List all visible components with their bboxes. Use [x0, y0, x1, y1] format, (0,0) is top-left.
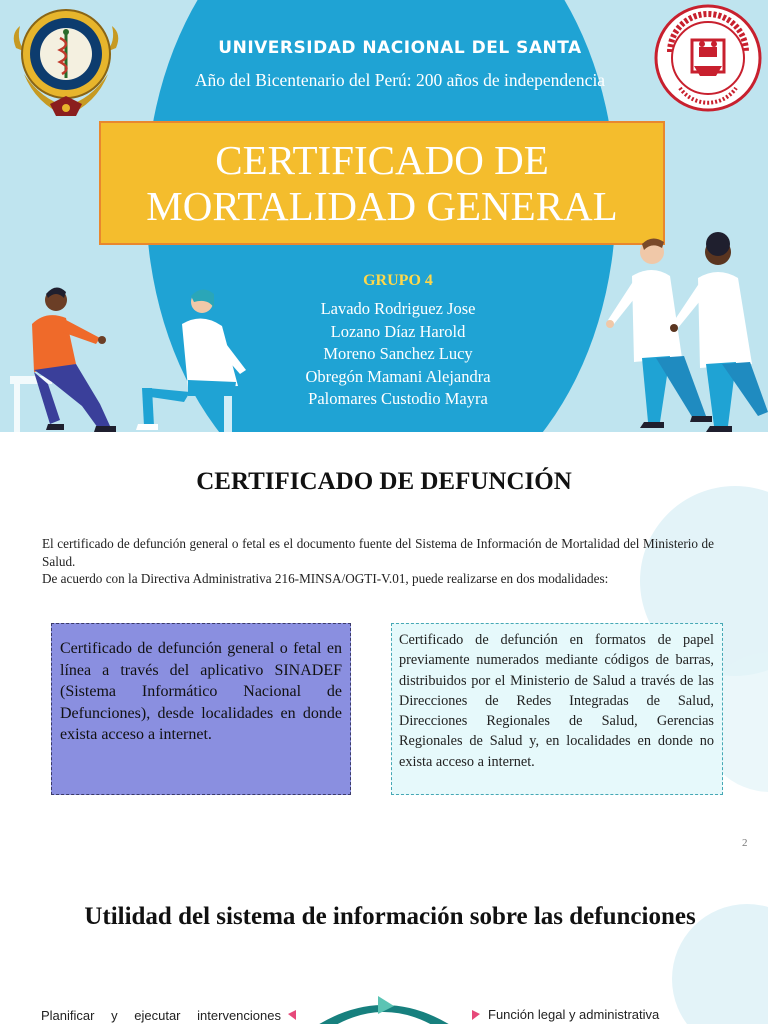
- universidad-santa-seal: [654, 2, 762, 114]
- utility-slide: [0, 864, 768, 1024]
- utility-left-text: Planificar y ejecutar intervenciones: [41, 1008, 281, 1023]
- title-line-2: MORTALIDAD GENERAL: [146, 183, 618, 229]
- section-title: CERTIFICADO DE DEFUNCIÓN: [196, 468, 572, 495]
- section-title: Utilidad del sistema de información sobre las defunciones: [84, 903, 696, 930]
- medicina-humana-logo: [10, 4, 122, 124]
- death-certificate-slide: [0, 432, 768, 864]
- member-item: Moreno Sanchez Lucy: [323, 344, 473, 363]
- seated-doctor-illustration: [128, 284, 258, 432]
- member-item: Obregón Mamani Alejandra: [305, 366, 491, 386]
- cycle-diagram: [284, 992, 484, 1024]
- intro-text-1: El certificado de defunción general o fetal es el documento fuente del Sistema de Información de Mortalidad del Ministerio de Salud.: [42, 536, 714, 569]
- intro-text-2: De acuerdo con la Directiva Administrativa 216-MINSA/OGTI-V.01, puede realizarse en dos modalidades:: [42, 571, 609, 586]
- member-item: Lozano Díaz Harold: [330, 321, 466, 341]
- year-motto: Año del Bicentenario del Perú: 200 años de independencia: [194, 70, 606, 90]
- title-line-1: CERTIFICADO DE: [215, 137, 549, 183]
- university-name: UNIVERSIDAD NACIONAL DEL SANTA: [218, 38, 582, 58]
- intro-paragraph: [42, 535, 714, 588]
- page-number: 2: [742, 837, 748, 849]
- title-banner: [99, 121, 665, 245]
- title-slide: [0, 0, 768, 432]
- member-item: Palomares Custodio Mayra: [308, 389, 488, 408]
- member-item: Lavado Rodriguez Jose: [320, 299, 476, 318]
- paper-certificate-box: Certificado de defunción en formatos de papel previamente numerados mediante códigos de barras, distribuidos por el Ministerio de Salud a través de las Direcciones de Redes Integradas de Salud, Direcciones Regionales de Salud, Gerencias Regionales de Salud y, en localidades en donde no exista acceso a internet.: [391, 623, 723, 795]
- group-label: GRUPO 4: [363, 272, 433, 289]
- online-certificate-box: Certificado de defunción general o fetal en línea a través del aplicativo SINADEF (Sistema Informático Nacional de Defunciones), desde localidades en donde exista acceso a internet.: [51, 623, 351, 795]
- patient-illustration: [0, 280, 140, 432]
- utility-right-text: Función legal y administrativa: [488, 1007, 660, 1022]
- walking-doctors-illustration: [590, 232, 768, 432]
- member-list: [250, 298, 546, 411]
- slide-title: [146, 137, 617, 229]
